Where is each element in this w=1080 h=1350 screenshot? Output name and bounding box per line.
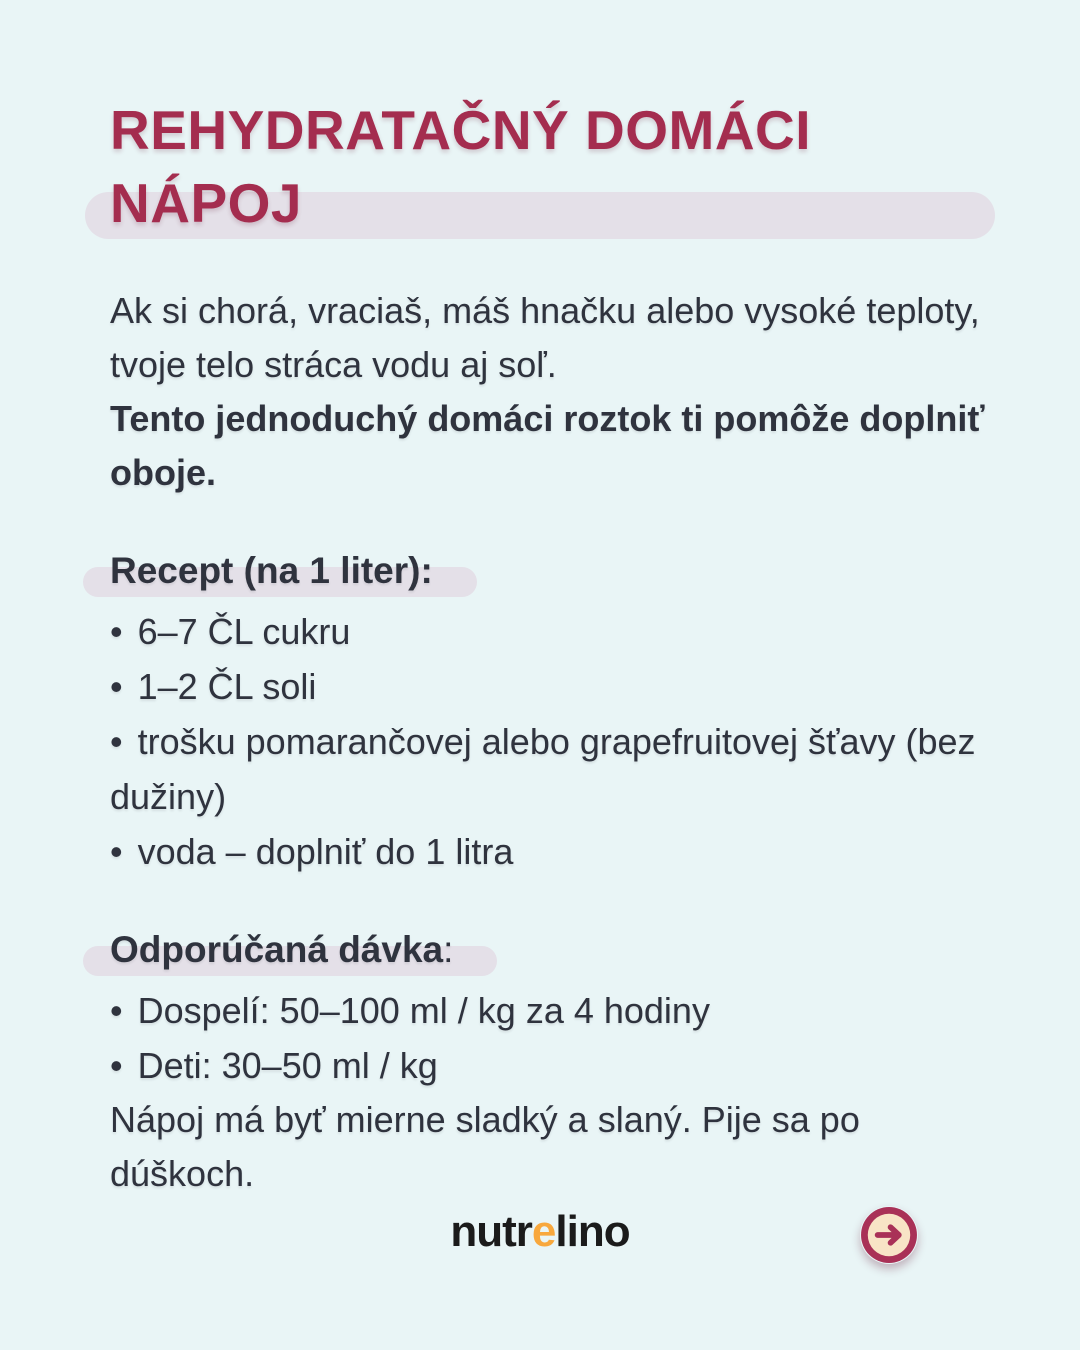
recipe-heading-label: Recept (na 1 liter): bbox=[110, 550, 433, 591]
list-item-text: Deti: 30–50 ml / kg bbox=[137, 1045, 438, 1086]
recipe-list bbox=[110, 604, 990, 879]
recipe-section bbox=[110, 544, 990, 879]
list-item-text: 1–2 ČL soli bbox=[137, 666, 317, 707]
brand-text-right: lino bbox=[555, 1207, 630, 1256]
dosage-heading-label: Odporúčaná dávka bbox=[110, 929, 444, 970]
intro-text: Ak si chorá, vraciaš, máš hnačku alebo vysoké teploty, tvoje telo stráca vodu aj soľ. bbox=[110, 290, 980, 385]
list-item bbox=[110, 659, 990, 714]
list-item bbox=[110, 714, 990, 824]
title-line-1: REHYDRATAČNÝ DOMÁCI bbox=[110, 99, 812, 161]
dosage-list bbox=[110, 983, 990, 1093]
bullet-icon: • bbox=[110, 666, 123, 707]
title-line-2: NÁPOJ bbox=[110, 172, 302, 234]
list-item bbox=[110, 604, 990, 659]
dosage-heading bbox=[110, 927, 453, 973]
title-line-2-wrap bbox=[110, 167, 990, 240]
list-item-text: 6–7 ČL cukru bbox=[137, 611, 351, 652]
list-item bbox=[110, 1038, 990, 1093]
dosage-section bbox=[110, 923, 990, 1201]
list-item bbox=[110, 983, 990, 1038]
brand-logo bbox=[0, 1198, 1080, 1266]
arrow-right-icon bbox=[860, 1206, 918, 1264]
page-title bbox=[110, 94, 990, 240]
list-item bbox=[110, 824, 990, 879]
list-item-text: Dospelí: 50–100 ml / kg za 4 hodiny bbox=[137, 990, 710, 1031]
next-arrow-button[interactable] bbox=[860, 1206, 918, 1264]
brand-text-left: nutr bbox=[450, 1207, 532, 1256]
footer bbox=[0, 1198, 1080, 1278]
bullet-icon: • bbox=[110, 611, 123, 652]
recipe-heading bbox=[110, 548, 433, 594]
list-item-text: voda – doplniť do 1 litra bbox=[137, 831, 514, 872]
bullet-icon: • bbox=[110, 1045, 123, 1086]
dosage-note: Nápoj má byť mierne sladký a slaný. Pije sa po dúškoch. bbox=[110, 1099, 860, 1194]
list-item-text: trošku pomarančovej alebo grapefruitovej šťavy (bez dužiny) bbox=[110, 721, 976, 817]
bullet-icon: • bbox=[110, 831, 123, 872]
bullet-icon: • bbox=[110, 721, 123, 762]
brand-accent-letter: e bbox=[531, 1207, 556, 1256]
intro-emphasis-text: Tento jednoduchý domáci roztok ti pomôže doplniť oboje. bbox=[110, 398, 985, 493]
bullet-icon: • bbox=[110, 990, 123, 1031]
dosage-heading-colon: : bbox=[443, 929, 454, 970]
